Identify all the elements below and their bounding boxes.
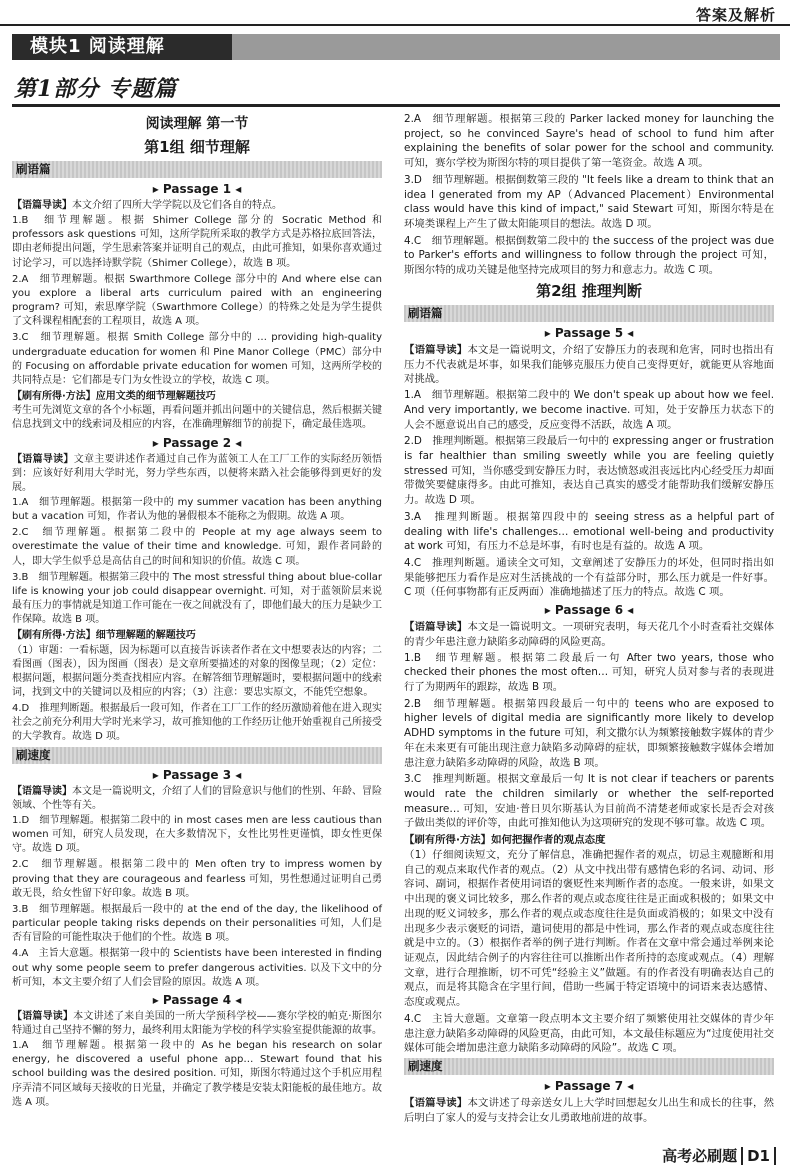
p2-answer-1: 1.A 细节理解题。根据第一段中的 my summer vacation has been anything but a vacation 可知，作者认为他的暑假根本不能称之为假期。故选 A 项。 — [12, 496, 382, 523]
passage-1-intro — [12, 199, 382, 213]
footer-book-title: 高考必刷题 — [662, 1147, 738, 1165]
passage-2-intro — [12, 453, 382, 495]
band-passage-practice-2: 刷语篇 — [404, 305, 774, 322]
p6-tip — [404, 833, 774, 1010]
passage-5-intro — [404, 343, 774, 387]
p1-tip — [12, 390, 382, 432]
p3-answer-3: 3.B 细节理解题。根据最后一段中的 at the end of the day, the likelihood of particular people taking risks depends on their personalities 可知，人们是否有冒险的可能性取决于他们的个性。故选 B 项。 — [12, 903, 382, 944]
part-title-rule — [12, 104, 780, 107]
p1-answer-3: 3.C 细节理解题。根据 Smith College 部分中的 … providing high-quality undergraduate education for women 和 Pine Manor College（PMC）部分中的 Focusing on affordable private education for women 可知，这两所学校的共同特点是：它们都是专门为女性设立的学校，故选 C 项。 — [12, 332, 382, 386]
passage-7-title: ▸ Passage 7 ◂ — [544, 1078, 634, 1093]
p6-answer-2: 2.B 细节理解题。根据第四段最后一句中的 teens who are exposed to higher levels of digital media are significantly more likely to develop ADHD symptoms in the future 可知，利文撒尔认为频繁接触数字媒体的青少年在未来更有可能出现注意力缺陷多动障碍的症状，即频繁接触数字媒体会增加患注意力缺陷多动障碍的风险，故选 B 项。 — [404, 697, 774, 769]
passage-4-intro — [12, 1010, 382, 1038]
passage-3-title: ▸ Passage 3 ◂ — [152, 767, 242, 782]
tip-label: 【刷有所得·方法】如何把握作者的观点态度 — [404, 834, 606, 847]
p3-answer-2: 2.C 细节理解题。根据第二段中的 Men often try to impress women by proving that they are courageous and fearless 可知，男性想通过证明自己勇敢无畏，给女性留下好印象。故选 B 项。 — [12, 859, 382, 899]
p5-answer-3: 3.A 推理判断题。根据第四段中的 seeing stress as a helpful part of dealing with life's challenges… emotional well-being and productivity at work 可知，有压力不总是坏事，有时也是有益的。故选 A 项。 — [404, 510, 774, 553]
intro-label: 【语篇导读】 — [12, 200, 72, 211]
section-title: 阅读理解 第一节 — [145, 116, 249, 132]
p2-answer-2: 2.C 细节理解题。根据第二段中的 People at my age always seem to overestimate the value of their time and knowledge. 可知，跟作者同龄的人，即大学生似乎总是高估自己的时间和知识的价值。故选 C 项。 — [12, 527, 382, 567]
intro-label: 【语篇导读】 — [404, 621, 468, 634]
intro-text: 本文介绍了四所大学学院以及它们各自的特点。 — [72, 200, 282, 211]
passage-4-title: ▸ Passage 4 ◂ — [152, 992, 242, 1007]
page-number: D1 — [741, 1147, 776, 1165]
passage-7-intro — [404, 1096, 774, 1125]
p1-answer-1: 1.B 细节理解题。根据 Shimer College 部分的 Socratic Method 和 professors ask questions 可知，这所学院所采取的教学方式是苏格拉底回答法，即由老师提出问题，学生思索答案并证明自己的观点，由此可推知，如果你喜欢通过讨论学习，可以选择诗默学院（Shimer College），故选 B 项。 — [12, 215, 382, 269]
p5-answer-4: 4.C 推理判断题。通读全文可知，文章阐述了安静压力的坏处，但同时指出如果能够把压力看作是应对生活挑战的一个有益部分时，那么压力就是一件好事。C 项（任何事物都有正反两面）准确地描述了压力的特点。故选 C 项。 — [404, 556, 774, 599]
passage-1-title: ▸ Passage 1 ◂ — [152, 182, 242, 196]
band-speed-practice-2: 刷速度 — [404, 1058, 774, 1075]
header-rule — [0, 24, 790, 26]
page-header — [0, 0, 790, 26]
tip-text: （1）审题：一看标题，因为标题可以直接告诉读者作者在文中想要表达的内容；二看图画（图表），因为图画（图表）是文章所要描述的对象的图像呈现；（2）定位：根据问题，根据问题分类查找相应内容。在解答细节理解题时，要根据问题中的线索词，找到文中的关键词以及相应的内容；（3）注意：要忠实原文，不能凭空想象。 — [12, 644, 382, 698]
intro-text: 文章主要讲述作者通过自己作为蓝领工人在工厂工作的实际经历领悟到：应该好好利用大学时光，努力学些东西，以便将来踏入社会能够得到更好的发展。 — [12, 453, 383, 493]
passage-6-intro — [404, 620, 774, 649]
passage-5-title: ▸ Passage 5 ◂ — [544, 325, 634, 340]
passage-6-title: ▸ Passage 6 ◂ — [544, 603, 634, 618]
group-title-2: 第2组 推理判断 — [536, 281, 642, 300]
band-speed-practice: 刷速度 — [12, 747, 382, 764]
p4-answer-1: 1.A 细节理解题。根据第一段中的 As he began his research on solar energy, he discovered a useful phone app… Stewart found that his school building was the desired position. 可知，斯图尔特通过这个手机应用程序弄清不同区域每天接收的日光量，并确定了教学楼是安装太阳能板的最佳地方。故选 A 项。 — [12, 1040, 382, 1108]
intro-text: 本文是一篇说明文，介绍了安静压力的表现和危害，同时也指出有压力不代表就是坏事，如果我们能够克服压力使自己变得更好，就能更从容地面对挑战。 — [404, 343, 775, 386]
p6-answer-3: 3.C 推理判断题。根据文章最后一句 It is not clear if teachers or parents would rate the children similarly or whether the self-reported measure… 可知，安迪·普日贝尔斯基认为目前尚不清楚老师或家长是否会对孩子做出类似的评价等，由此可推知他认为这项研究的发现不够可靠。故选 C 项。 — [404, 773, 774, 830]
intro-text: 本文是一篇说明文，介绍了人们的冒险意识与他们的性别、年龄、冒险领域、个性等有关。 — [12, 785, 382, 811]
tip-label: 【刷有所得·方法】应用文类的细节理解题技巧 — [12, 391, 216, 403]
p4-answer-3: 3.D 细节理解题。根据倒数第三段的 "It feels like a dream to think that an idea I generated from my AP（Advanced Placement）Environmental class would have this kind of impact," said Stewart 可知，斯图尔特是在环境类课程上产生了做太阳能项目的想法。故选 D 项。 — [404, 173, 774, 231]
group-title-1: 第1组 细节理解 — [144, 138, 250, 156]
p1-answer-2: 2.A 细节理解题。根据 Swarthmore College 部分中的 And where else can you explore a liberal arts curriculum paired with an engineering program? 可知，索思摩学院（Swarthmore College）的特殊之处是为学生提供了文科课程相配套的工程项目，故选 A 项。 — [12, 273, 382, 328]
intro-label: 【语篇导读】 — [404, 1096, 468, 1109]
module-title: 模块1 阅读理解 — [12, 34, 232, 60]
tip-label: 【刷有所得·方法】细节理解题的解题技巧 — [12, 630, 196, 642]
p4-answer-4: 4.C 细节理解题。根据倒数第二段中的 the success of the project was due to Parker's efforts and willingness to follow through the project 可知，斯图尔特的成功关键是他坚持完成项目的努力和意志力。故选 C 项。 — [404, 234, 774, 277]
page-footer — [662, 1145, 776, 1166]
tip-text: 考生可先浏览文章的各个小标题，再看问题并抓出问题中的关键信息，然后根据关键信息找到文中的线索词及相应的内容，在准确理解细节的前提下，确定最佳选项。 — [12, 405, 382, 431]
intro-label: 【语篇导读】 — [12, 453, 74, 465]
p5-answer-1: 1.A 细节理解题。根据第二段中的 We don't speak up about how we feel. And very importantly, we become inactive. 可知，处于安静压力状态下的人会不愿意说出自己的感受，反应变得不活跃，故选 A 项。 — [404, 389, 774, 431]
p4-answer-2: 2.A 细节理解题。根据第三段的 Parker lacked money for launching the project, so he convinced Sayre's head of school to fund him after explaining the benefits of solar power for the school and community. 可知，赛尔学校为斯图尔特的项目提供了第一笔资金。故选 A 项。 — [404, 113, 774, 170]
left-column — [12, 112, 382, 1112]
intro-text: 本文讲述了母亲送女儿上大学时回想起女儿出生和成长的往事，然后明白了家人的爱与支持会让女儿勇敢地前进的故事。 — [404, 1096, 775, 1124]
p3-answer-4: 4.A 主旨大意题。根据第一段中的 Scientists have been interested in finding out why some people seem to prefer dangerous activities. 以及下文中的分析可知，本文主要介绍了人们会冒险的原因。故选 A 项。 — [12, 948, 382, 988]
passage-2-title: ▸ Passage 2 ◂ — [152, 435, 242, 450]
passage-3-intro — [12, 785, 382, 813]
header-section-label: 答案及解析 — [695, 6, 776, 24]
module-title-bar — [232, 34, 780, 60]
right-column — [404, 112, 774, 1126]
p6-answer-1: 1.B 细节理解题。根据第二段最后一句 After two years, those who checked their phones the most often… 可知，研究人员对参与者的表现进行了为期两年的跟踪，故选 B 项。 — [404, 651, 774, 693]
part-title: 第1部分 专题篇 — [14, 76, 177, 102]
intro-text: 本文讲述了来自美国的一所大学预科学校——赛尔学校的帕克·斯图尔特通过自己坚持不懈的努力，最终利用太阳能为学校的科学实验室提供能源的故事。 — [12, 1010, 382, 1036]
band-passage-practice: 刷语篇 — [12, 161, 382, 178]
intro-label: 【语篇导读】 — [12, 1010, 74, 1022]
p5-answer-2: 2.D 推理判断题。根据第三段最后一句中的 expressing anger or frustration is far healthier than smiling sweetly while you are feeling quietly stressed 可知，当你感受到安静压力时，表达愤怒或沮丧远比内心经受压力却面带微笑要健康得多。由此可推知，表达自己真实的感受才能帮助我们缓解安静压力。故选 D 项。 — [404, 435, 774, 507]
p2-tip — [12, 629, 382, 700]
p3-answer-1: 1.D 细节理解题。根据第二段中的 in most cases men are less cautious than women 可知，研究人员发现，在大多数情况下，女性比男性更谨慎，即女性更保守。故选 D 项。 — [12, 814, 382, 855]
p2-answer-4: 4.D 推理判断题。根据最后一段可知，作者在工厂工作的经历激励着他在进入现实社会之前充分利用大学时光来学习，故可推知他的工作经历让他开始重视自己所接受的大学教育。故选 D 项。 — [12, 703, 382, 743]
p6-answer-4: 4.C 主旨大意题。文章第一段点明本文主要介绍了频繁使用社交媒体的青少年患注意力缺陷多动障碍的风险更高，由此可知，本文最佳标题应为“过度使用社交媒体可能会增加患注意力缺陷多动障碍的风险”。故选 C 项。 — [404, 1012, 774, 1055]
intro-label: 【语篇导读】 — [12, 785, 72, 797]
p2-answer-3: 3.B 细节理解题。根据第三段中的 The most stressful thing about blue-collar life is knowing your job could disappear overnight. 可知，对于蓝领阶层来说最有压力的事情就是知道工作可能在一夜之间就没有了，即他们最大的压力是缺少工作保障。故选 B 项。 — [12, 571, 382, 626]
intro-text: 本文是一篇说明文。一项研究表明，每天花几个小时查看社交媒体的青少年患注意力缺陷多动障碍的风险更高。 — [404, 621, 775, 648]
intro-label: 【语篇导读】 — [404, 343, 468, 356]
tip-text: （1）仔细阅读短文，充分了解信息，准确把握作者的观点，切忌主观臆断和用自己的观点来取代作者的观点。（2）从文中找出带有感情色彩的名词、动词、形容词、副词，根据作者使用词语的褒贬性来判断作者的态度。一般来讲，如果文中出现的褒义词比较多，那么作者的观点或态度往往是正面或积极的；如果文中出现的贬义词较多，那么作者的观点或态度往往是负面或消极的；如果文中没有出现多少表示褒贬的词语，遣词使用的都是中性词，那么作者的观点或态度往往就是中立的。（3）根据作者举的例子进行判断。作者在文章中常会通过举例来论证观点，因此结合例子的内容往往可以推断出作者所持的态度或观点。（4）理解文章，进行合理推断，切不可凭“经验主义”做题。有的作者没有明确表达自己的观点，而是将其隐含在字里行间，借助一些属于特定语境中的词语来表达感情、态度或观点。 — [404, 848, 774, 1009]
